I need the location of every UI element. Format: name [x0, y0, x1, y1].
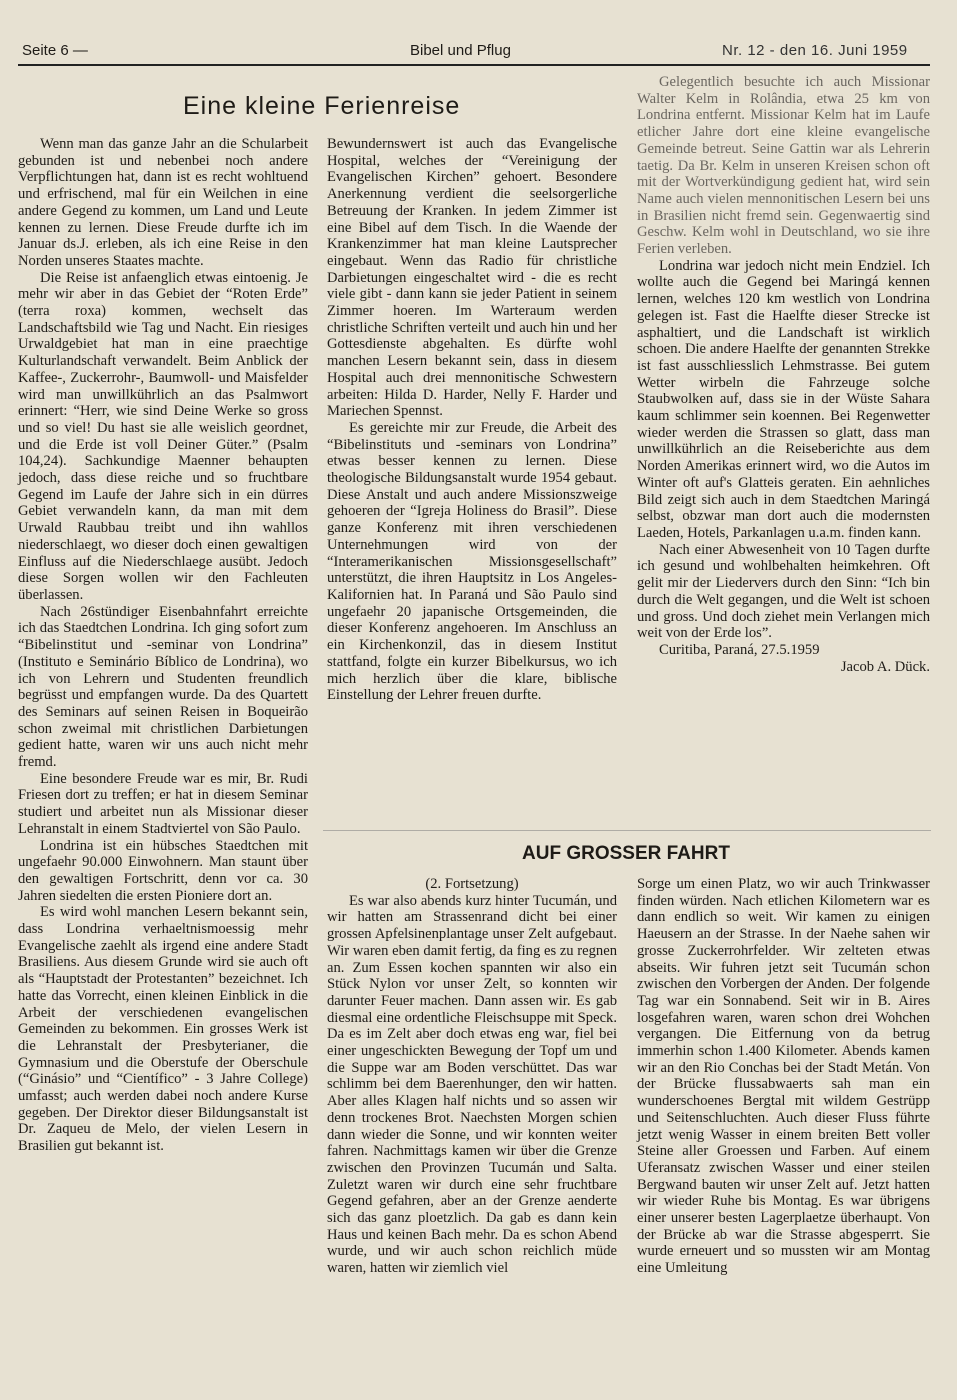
issue-date: Nr. 12 - den 16. Juni 1959 — [722, 42, 908, 59]
paragraph: Es wird wohl manchen Lesern bekannt sein, dass Londrina verhaeltnismoessig mehr Evangelische zaehlt als irgend eine andere Stadt Brasiliens. Aus diesem Grunde wird sie auch oft als “Hauptstadt der Protestanten” bezeichnet. Ich hatte das Vorrecht, einen kleinen Einblick in die Arbeit der verschiedenen evangelischen Gemeinden zu bekommen. Ein grosses Werk ist die Lehranstalt der Presbyterianer, die Gymnasium und die Oberstufe der Oberschule (“Ginásio” und “Científico” - 3 Jahre College) umfasst; auch werden dabei noch andere Kurse gegeben. Der Direktor dieser Bildungsanstalt ist Dr. Zaqueu de Melo, der vielen Lesern in Brasilien gut bekannt ist. — [18, 904, 308, 1155]
article1-column-3 — [637, 74, 930, 675]
page-number: Seite 6 — — [22, 42, 88, 59]
header-rule — [18, 64, 930, 66]
publication-name: Bibel und Pflug — [410, 42, 511, 59]
article-title: Eine kleine Ferienreise — [183, 92, 461, 120]
article1-column-1 — [18, 136, 308, 1155]
paragraph: Die Reise ist anfaenglich etwas eintoenig. Je mehr wir aber in das Gebiet der “Roten Erde” (terra roxa) kommen, wechselt das Landschaftsbild wie Tag und Nacht. Ein riesiges Urwaldgebiet hat man in eine praechtige Kulturlandschaft verwandelt. Beim Anblick der Kaffee-, Zuckerrohr-, Baumwoll- und Maisfelder wird man unwillkührlich an das Psalmwort erinnert: “Herr, wie sind Deine Werke so gross und so viel! Du hast sie alle weislich geordnet, und die Erde ist voll Deiner Güter.” (Psalm 104,24). Sachkundige Maenner behaupten jedoch, dass diese reiche und so fruchtbare Gegend im Laufe der Jahre sich in ein dürres Gebiet verwandeln kann, da man mit dem Urwald Raubbau treibt und ihn wahllos niederschlaegt, wo dieser doch einen gewaltigen Einfluss auf die Niederschlaege ausübt. Jedoch diese Sorgen wollen wir den Fachleuten überlassen. — [18, 269, 308, 603]
article2-column-1 — [327, 876, 617, 1277]
paragraph: Gelegentlich besuchte ich auch Missionar Walter Kelm in Rolândia, etwa 25 km von Londrina entfernt. Missionar Kelm hat im Laufe etlicher Jahre dort eine kleine evangelische Gemeinde betreut. Seine Gattin war als Lehrerin taetig. Da Br. Kelm in unseren Kreisen schon oft mit der Wortverkündigung gedient hat, wird sein Name auch vielen mennonitischen Lesern bei uns in Brasilien nicht fremd sein. Gegenwaertig sind Geschw. Kelm wohl in Deutschland, wo sie ihre Ferien verleben. — [637, 74, 930, 258]
paragraph: Nach einer Abwesenheit von 10 Tagen durfte ich gesund und wohlbehalten heimkehren. Oft gelit mir der Liedervers durch den Sinn: “Ich bin durch die Welt gegangen, und die Welt ist schoen und gross. Und doch ziehet mein Verlangen mich weit von der Erde los”. — [637, 541, 930, 642]
author: Jacob A. Dück. — [840, 658, 930, 675]
paragraph: Wenn man das ganze Jahr an die Schularbeit gebunden ist und nebenbei noch andere Verpflichtungen hat, dann ist es recht wohltuend und erfrischend, mal für ein Weilchen in eine andere Gegend zu kommen, um Land und Leute kennen zu lernen. Diese Freude durfte ich im Januar ds.J. erleben, als ich eine Reise in den Norden unseres Staates machte. — [18, 136, 308, 269]
paragraph: Es gereichte mir zur Freude, die Arbeit des “Bibelinstituts und -seminars von Londrina” etwas besser kennen zu lernen. Diese theologische Bildungsanstalt wurde 1954 gebaut. Diese Anstalt und auch andere Missionszweige gehoeren der “Igreja Holiness do Brasil”. Diese ganze Konferenz mit ihren verschiedenen Unternehmungen wird von der “Interamerikanischen Missionsgesellschaft” unterstützt, die ihren Hauptsitz in Los Angeles-Kalifornien hat. In Paraná und São Paulo sind ungefaehr 20 japanische Ortsgemeinden, die dieser Konferenz angehoeren. Im Anschluss an ein Kirchenkonzil, das in diesem Institut stattfand, folgte ein kurzer Bibelkursus, wo ich mich herzlich über die klare, biblische Einstellung der Lehrer freuen durfte. — [327, 419, 617, 704]
place-date: Curitiba, Paraná, 27.5.1959 — [659, 641, 820, 658]
subtitle: (2. Fortsetzung) — [425, 876, 519, 892]
paragraph: Nach 26stündiger Eisenbahnfahrt erreichte ich das Staedtchen Londrina. Ich ging sofort zum “Bibelinstitut und -seminar von Londrina” (Instituto e Seminário Bíblico de Londrina), wo ich von Lehrern und Studenten freundlich begrüsst und empfangen wurde. Da des Quartett des Seminars auf seinen Reisen in Boqueirão schon zweimal mit christlichen Darbietungen gedient hatte, waren wir uns auch nicht mehr fremd. — [18, 603, 308, 771]
paragraph: Bewundernswert ist auch das Evangelische Hospital, welches der “Vereinigung der Evangelischen Kirchen” gehoert. Besondere Anerkennung verdient die seelsorgerliche Betreuung der Kranken. In jedem Zimmer ist eine Bibel auf dem Tisch. In die Waende der Krankenzimmer hat man kleine Lautsprecher eingebaut. Wenn das Radio für christliche Darbietungen eingeschaltet wird - die es recht viele gibt - dann kann sie jeder Patient in seinem Zimmer hoeren. Im Warteraum werden christliche Schriften verteilt und auch hin und her Gottesdienste abgehalten. Es dürfte wohl manchen Lesern bekannt sein, dass in diesem Hospital auch drei mennonitische Schwestern arbeiten: Hilda D. Harder, Nelly F. Harder und Mariechen Spennst. — [327, 136, 617, 420]
paragraph: Es war also abends kurz hinter Tucumán, und wir hatten am Strassenrand dicht bei einer grossen Apfelsinenplantage unser Zelt aufgebaut. Wir waren eben damit fertig, da fing es zu regnen an. Zum Essen kochen spannten wir also ein Stück Nylon vor unser Zelt, so konnten wir darunter Feuer machen. Dann assen wir. Es gab diesmal eine ordentliche Fleischsuppe mit Speck. Da es im Zelt aber doch etwas eng war, fiel bei einer ungeschickten Bewegung der Topf um und die Suppe war am Boden verschüttet. Das war schlimm bei dem Baerenhunger, den wir hatten. Aber alles Klagen half nichts und so assen wir denn trockenes Brot. Naechsten Morgen schien dann wieder die Sonne, und wir konnten weiter fahren. Nachmittags kamen wir über die Grenze zwischen den Provinzen Tucumán und Salta. Zuletzt waren wir durch eine sehr fruchtbare Gegend gefahren, aber an der Grenze aenderte sich das ganz ploetzlich. Da gab es dann kein Haus und keinen Bach mehr. Da es schon Abend wurde, und wir auch schon reichlich müde waren, hatten wir ziemlich viel — [327, 892, 617, 1277]
paragraph: Londrina ist ein hübsches Staedtchen mit ungefaehr 90.000 Einwohnern. Man staunt über den gewaltigen Fortschritt, denn vor ca. 30 Jahren siedelten die ersten Pioniere dort an. — [18, 837, 308, 904]
paragraph: Eine besondere Freude war es mir, Br. Rudi Friesen dort zu treffen; er hat in diesem Seminar studiert und arbeitet nun als Missionar dieser Lehranstalt in einem Stadtviertel von São Paulo. — [18, 770, 308, 837]
paragraph: Sorge um einen Platz, wo wir auch Trinkwasser finden würden. Nach etlichen Kilometern war es dann endlich so weit. Wir kamen zu einigen Haeusern an der Strasse. In der Naehe sahen wir grosse Zuckerrohrfelder. Wir zelteten etwas abseits. Wir fuhren jetzt seit Tucumán schon zwischen den Vorbergen der Anden. Der folgende Tag war ein Sonnabend. Seit wir in B. Aires losgefahren waren, waren schon drei Wohchen vergangen. Die Eitfernung von da betrug immerhin schon 1.400 Kilometer. Abends kamen wir an den Rio Conchas bei der Stadt Metán. Von der Brücke flussabwaerts sah man ein wunderschoenes Bergtal mit wildem Gestrüpp und Seitenschluchten. Auch dieser Fluss führte jetzt wenig Wasser in einem breiten Bett voller Steine aller Groessen und Farben. Auf einem Uferansatz zwischen Wasser und einer steilen Bergwand bauten wir unser Zelt auf. Jetzt hatten wir wieder Ruhe bis Montag. Es war übrigens einer unserer besten Lagerplaetze überhaupt. Von der Brücke ab war die Strasse abgesperrt. Sie wurde erneuert und so mussten wir am Montag eine Umleitung — [637, 876, 930, 1277]
article1-column-2 — [327, 136, 617, 704]
section-divider — [323, 830, 931, 831]
article2-column-2 — [637, 876, 930, 1277]
paragraph: Londrina war jedoch nicht mein Endziel. Ich wollte auch die Gegend bei Maringá kennen lernen, welches 120 km westlich von Londrina gelegen ist. Fast die Haelfte dieser Strecke ist asphaltiert, und die Landschaft ist wirklich schoen. Die andere Haelfte der genannten Strekke ist fast ausschliesslich Lehmstrasse. Bei gutem Wetter wirbeln die Fahrzeuge solche Staubwolken auf, dass sie in der Wüste Sahara kaum schlimmer sein koennen. Bei Regenwetter wieder werden die Strassen so glatt, dass man unwillkührlich an die Reiseberichte aus dem Norden Amerikas erinnert wird, wo die Autos im Winter oft auf's Glatteis geraten. Ein aehnliches Bild zeigt sich auch in dem Staedtchen Maringá selbst, obzwar man dort auch die modernsten Laeden, Hotels, Parkanlagen u.a.m. finden kann. — [637, 257, 930, 541]
article-title: AUF GROSSER FAHRT — [522, 843, 730, 864]
